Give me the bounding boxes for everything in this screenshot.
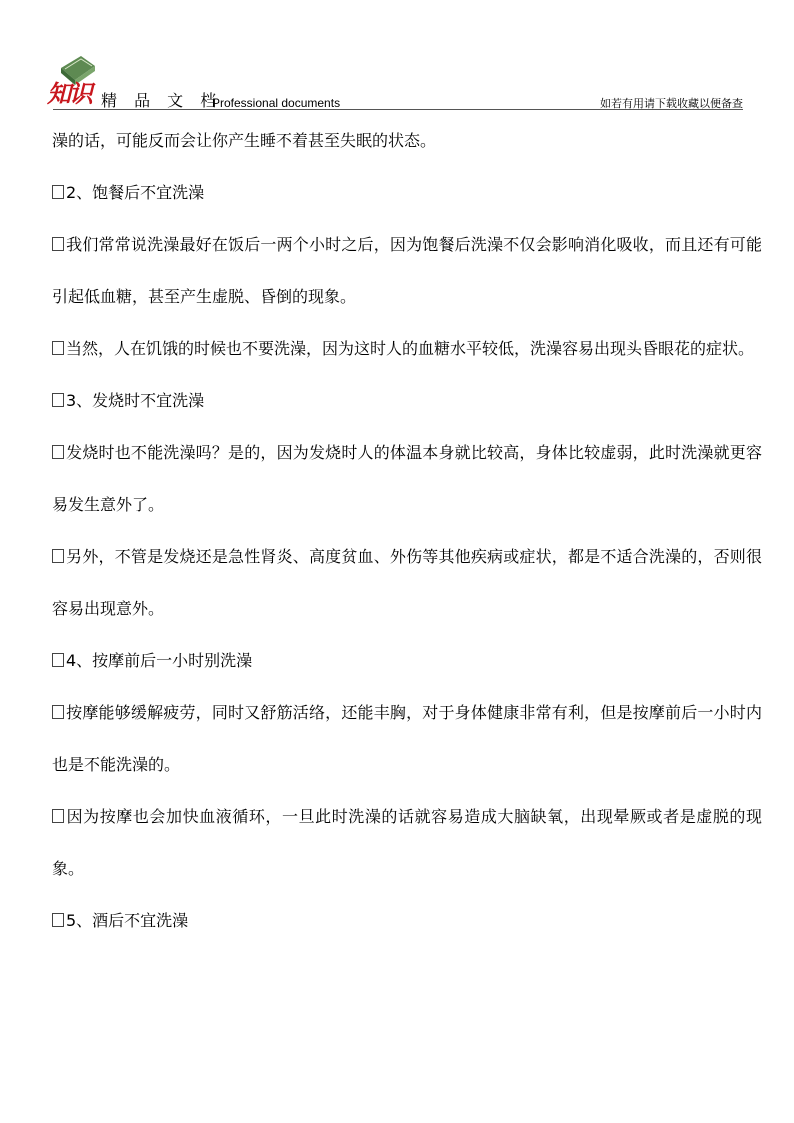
checkbox-glyph-icon: [52, 393, 64, 407]
document-body: [52, 115, 762, 947]
header-divider: [53, 109, 743, 110]
checkbox-glyph-icon: [52, 341, 64, 355]
checkbox-glyph-icon: [52, 809, 64, 823]
checkbox-glyph-icon: [52, 237, 64, 251]
paragraph: 另外，不管是发烧还是急性肾炎、高度贫血、外伤等其他疾病或症状，都是不适合洗澡的，否则很容易出现意外。: [52, 547, 762, 618]
section-heading: 4、按摩前后一小时别洗澡: [52, 635, 762, 687]
section-heading: 2、饱餐后不宜洗澡: [52, 167, 762, 219]
paragraph: 我们常常说洗澡最好在饭后一两个小时之后，因为饱餐后洗澡不仅会影响消化吸收，而且还有可能引起低血糖，甚至产生虚脱、昏倒的现象。: [52, 235, 762, 306]
logo-text: 知识: [47, 79, 91, 108]
checkbox-glyph-icon: [52, 653, 64, 667]
checkbox-glyph-icon: [52, 549, 64, 563]
book-logo-icon: [47, 52, 99, 108]
page-header: [0, 0, 794, 112]
checkbox-glyph-icon: [52, 705, 64, 719]
paragraph: 发烧时也不能洗澡吗？是的，因为发烧时人的体温本身就比较高，身体比较虚弱，此时洗澡就更容易发生意外了。: [52, 443, 762, 514]
section-heading: 5、酒后不宜洗澡: [52, 895, 762, 947]
paragraph: 当然，人在饥饿的时候也不要洗澡，因为这时人的血糖水平较低，洗澡容易出现头昏眼花的症状。: [52, 323, 762, 375]
paragraph: 按摩能够缓解疲劳，同时又舒筋活络，还能丰胸，对于身体健康非常有利，但是按摩前后一小时内也是不能洗澡的。: [52, 703, 762, 774]
paragraph: 因为按摩也会加快血液循环，一旦此时洗澡的话就容易造成大脑缺氧，出现晕厥或者是虚脱的现象。: [52, 807, 762, 878]
brand-title: 精 品 文 档: [101, 91, 223, 110]
header-right-note: 如若有用请下载收藏以便备查: [600, 97, 743, 110]
checkbox-glyph-icon: [52, 445, 64, 459]
brand-subtitle: Professional documents: [212, 96, 341, 110]
section-heading: 3、发烧时不宜洗澡: [52, 375, 762, 427]
paragraph: 澡的话，可能反而会让你产生睡不着甚至失眠的状态。: [52, 131, 437, 150]
checkbox-glyph-icon: [52, 185, 64, 199]
checkbox-glyph-icon: [52, 913, 64, 927]
